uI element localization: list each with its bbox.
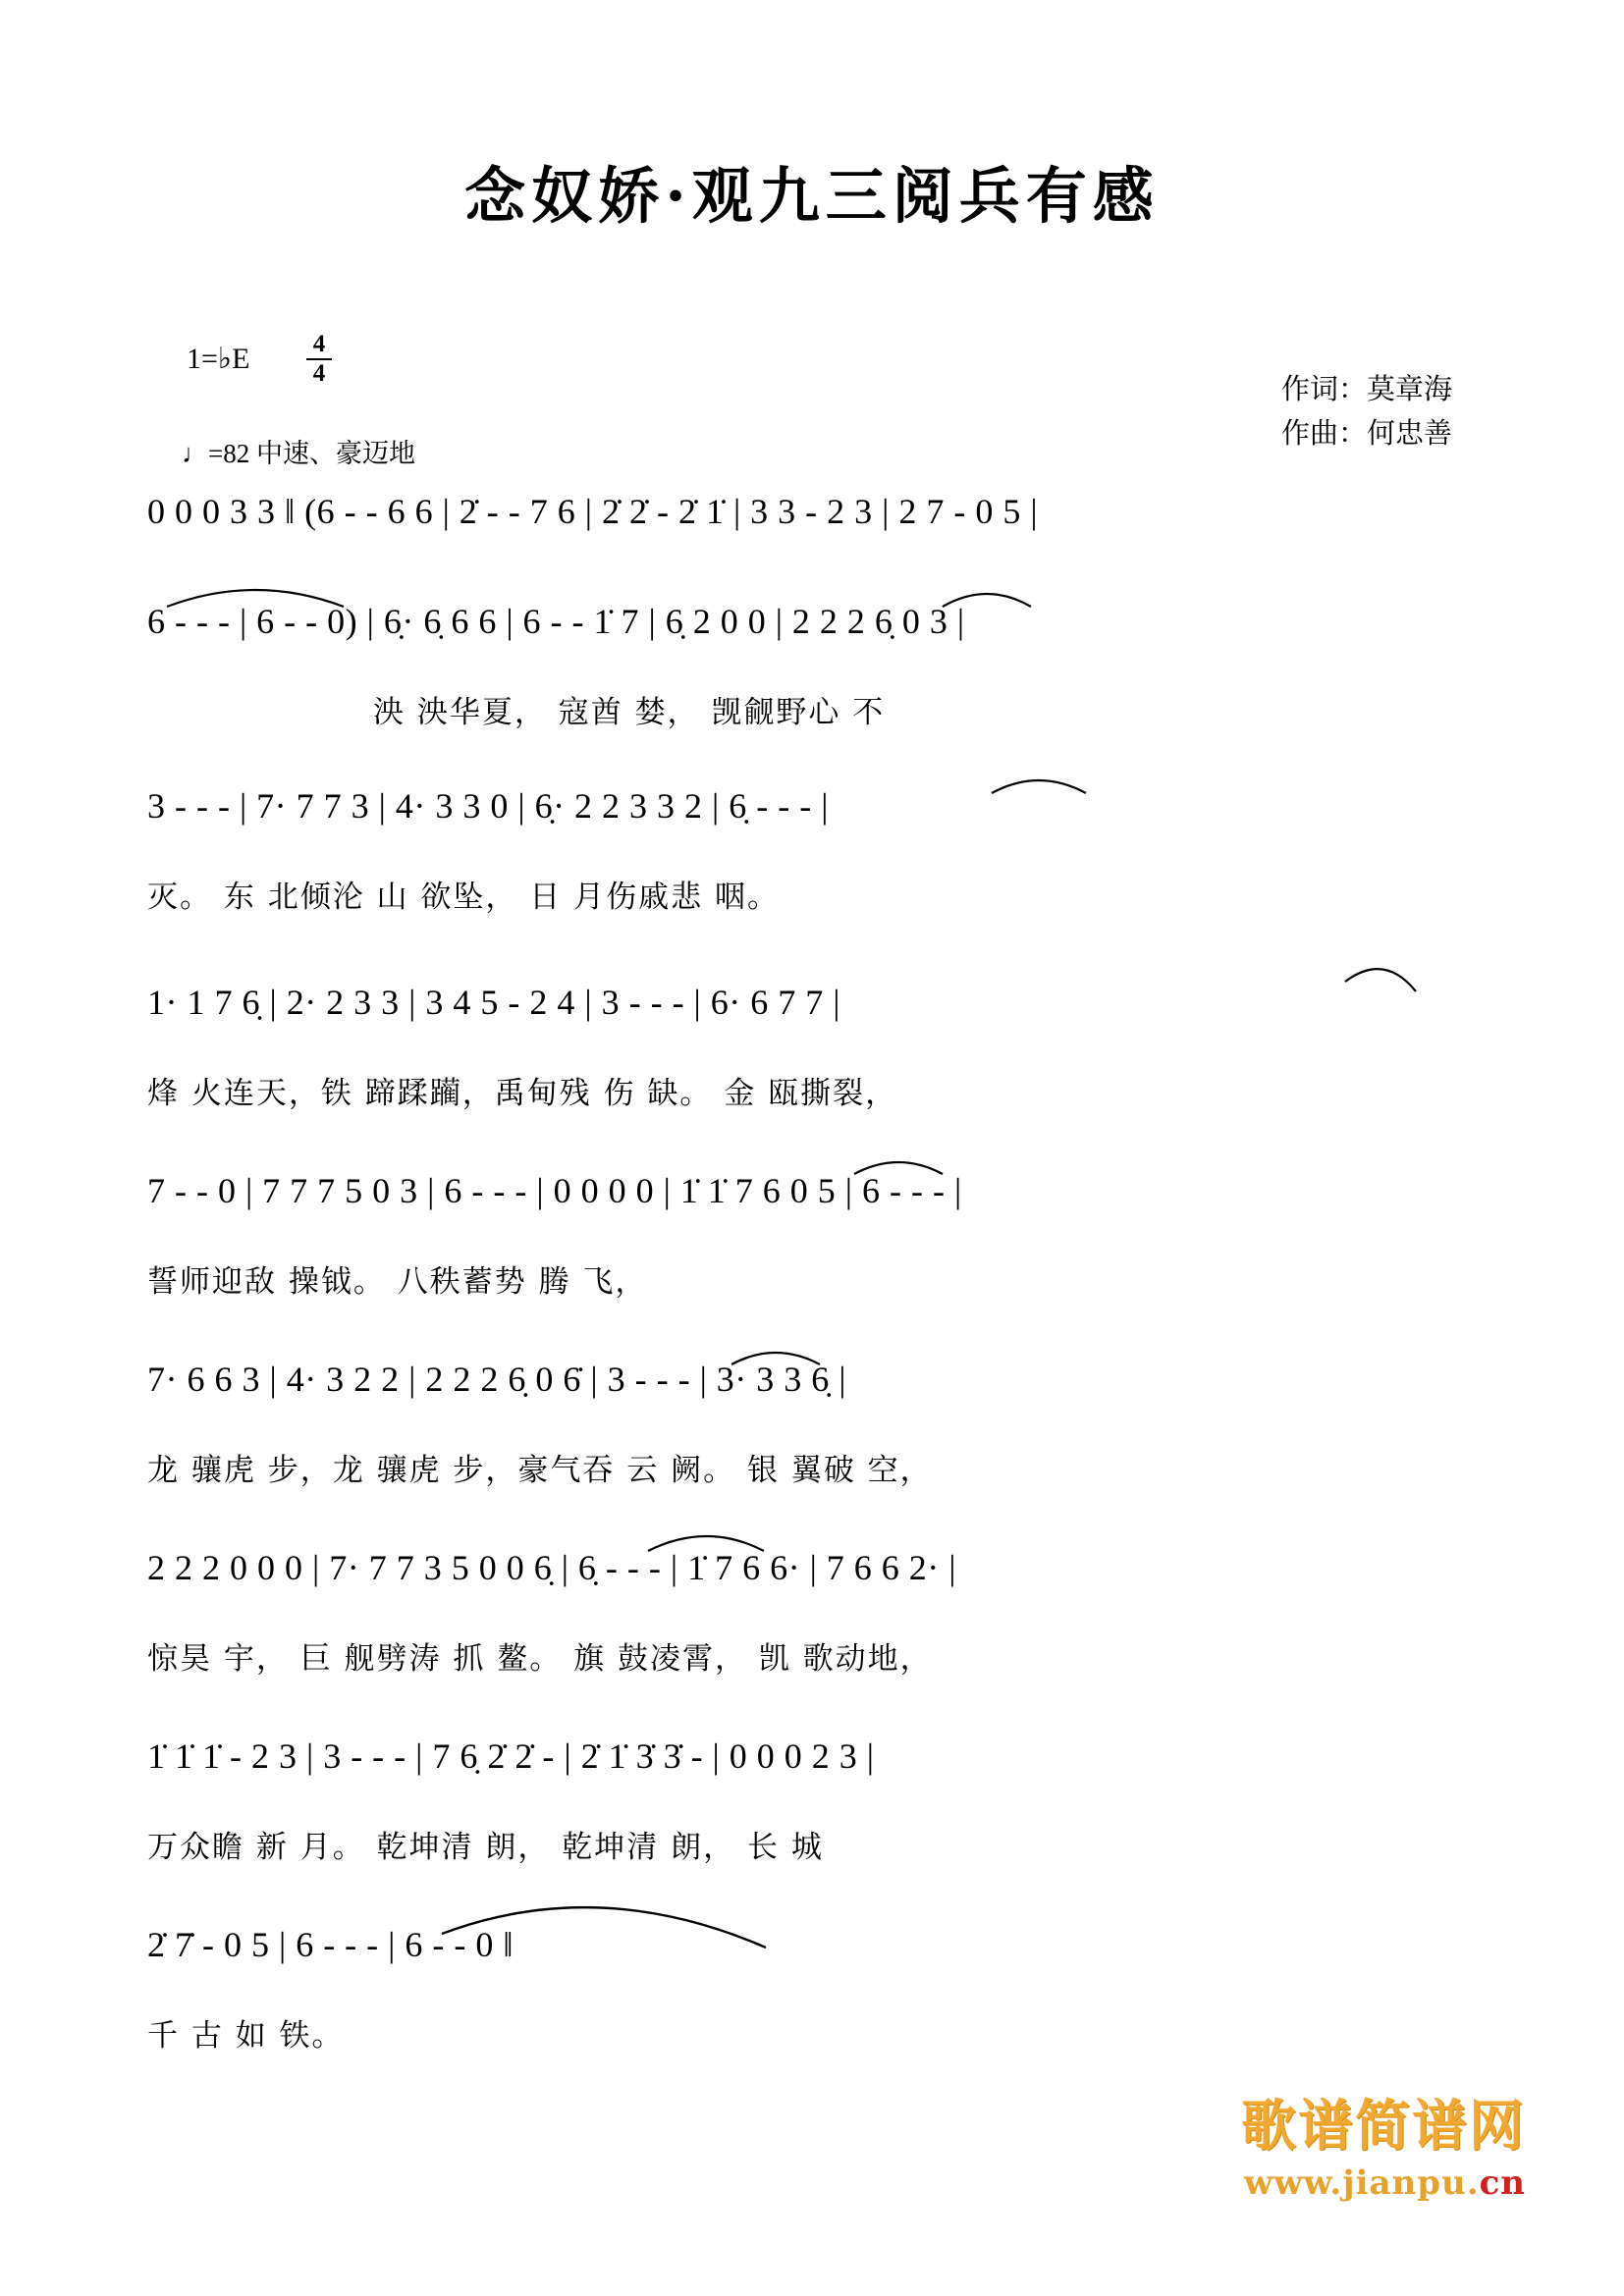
- music-system-6: [0, 1359, 1624, 1421]
- watermark: [1241, 2083, 1526, 2203]
- lyric-row-8: [0, 1822, 1624, 1885]
- page-title: 念奴娇·观九三阅兵有感: [464, 160, 1160, 232]
- time-signature-numerator: 4: [312, 331, 326, 357]
- music-system-5: [0, 1170, 1624, 1233]
- notation-line-6: 7· 6 6 3 | 4· 3 2 2 | 2 2 2 6̣ 0 6̇ | 3 - - - | 3· 3 3 6̣ |: [147, 1360, 846, 1399]
- tempo-marking: ♩=82 中速、豪迈地: [182, 439, 415, 468]
- lyrics-line-8: 万众瞻 新 月。 乾坤清 朗， 乾坤清 朗， 长 城: [147, 1830, 824, 1865]
- lyric-row-2: [0, 687, 1624, 750]
- watermark-url-suffix: cn: [1479, 2163, 1526, 2203]
- notation-line-4: 1· 1 7 6̣ | 2· 2 3 3 | 3 4 5 - 2 4 | 3 - - - | 6· 6 7 7 |: [147, 983, 840, 1022]
- music-system-7: [0, 1547, 1624, 1610]
- lyrics-line-4: 烽 火连天，铁 蹄蹂躏，禹甸残 伤 缺。 金 瓯撕裂，: [147, 1076, 898, 1111]
- notation-line-2: 6 - - - | 6 - - 0) | 6̣· 6̣ 6 6 | 6 - - 1̇ 7 | 6̣ 2 0 0 | 2 2 2 6̣ 0 3 |: [147, 602, 965, 641]
- lyrics-line-5: 誓师迎敌 操钺。 八秩蓄势 腾 飞，: [147, 1264, 648, 1300]
- lyrics-line-6: 龙 骧虎 步，龙 骧虎 步，豪气吞 云 阙。 银 翼破 空，: [147, 1453, 933, 1488]
- credits-block: [1281, 368, 1452, 456]
- key-signature: [187, 342, 249, 376]
- music-system-3: [0, 785, 1624, 848]
- notation-line-7: 2 2 2 0 0 0 | 7· 7 7 3 5 0 0 6̣ | 6̣ - - - | 1̇ 7 6 6· | 7 6 6 2· |: [147, 1548, 956, 1587]
- lyricist-credit: 作词：莫章海: [1280, 374, 1452, 405]
- lyric-row-4: [0, 1068, 1624, 1131]
- music-system-1: [0, 491, 1624, 554]
- lyrics-line-7: 惊昊 宇， 巨 舰劈涛 抓 鳌。 旗 鼓凌霄， 凯 歌动地，: [147, 1641, 933, 1677]
- lyric-row-5: [0, 1256, 1624, 1319]
- lyric-row-9: [0, 2010, 1624, 2073]
- lyrics-line-9: 千 古 如 铁。: [147, 2018, 345, 2054]
- lyric-row-6: [0, 1445, 1624, 1508]
- notation-line-1: 0 0 0 3 3 ‖ (6 - - 6 6 | 2̇ - - 7 6 | 2̇ 2̇ - 2̇ 1̇ | 3 3 - 2 3 | 2 7 - 0 5 |: [147, 492, 1039, 531]
- lyrics-line-3: 灭。 东 北倾沦 山 欲坠， 日 月伤戚悲 咽。: [147, 880, 780, 915]
- watermark-url: [1241, 2163, 1526, 2203]
- time-signature: [302, 332, 336, 388]
- lyric-row-7: [0, 1633, 1624, 1696]
- notation-line-8: 1̇ 1̇ 1̇ - 2 3 | 3 - - - | 7 6̣ 2̇ 2̇ - | 2̇ 1̇ 3̇ 3̇ - | 0 0 0 2 3 |: [147, 1736, 875, 1776]
- notation-line-5: 7 - - 0 | 7 7 7 5 0 3 | 6 - - - | 0 0 0 0 | 1̇ 1̇ 7 6 0 5 | 6 - - - |: [147, 1171, 962, 1210]
- music-system-4: [0, 982, 1624, 1044]
- time-signature-denominator: 4: [312, 360, 326, 388]
- lyric-row-3: [0, 872, 1624, 934]
- notation-line-3: 3 - - - | 7· 7 7 3 | 4· 3 3 0 | 6̣· 2 2 3 3 2 | 6̣ - - - |: [147, 786, 829, 826]
- watermark-title: 歌谱简谱网: [1241, 2094, 1526, 2159]
- watermark-url-prefix: www.jianpu.: [1244, 2163, 1480, 2203]
- key-signature-text: 1=♭E: [187, 343, 250, 375]
- music-system-9: [0, 1924, 1624, 1987]
- lyrics-line-2: 泱 泱华夏， 寇酋 婪， 觊觎野心 不: [373, 695, 886, 730]
- notation-line-9: 2̇ 7̇ - 0 5 | 6 - - - | 6 - - 0 ‖: [147, 1925, 514, 1964]
- music-system-2: [0, 601, 1624, 664]
- music-system-8: [0, 1735, 1624, 1798]
- composer-credit: 作曲：何忠善: [1280, 417, 1452, 450]
